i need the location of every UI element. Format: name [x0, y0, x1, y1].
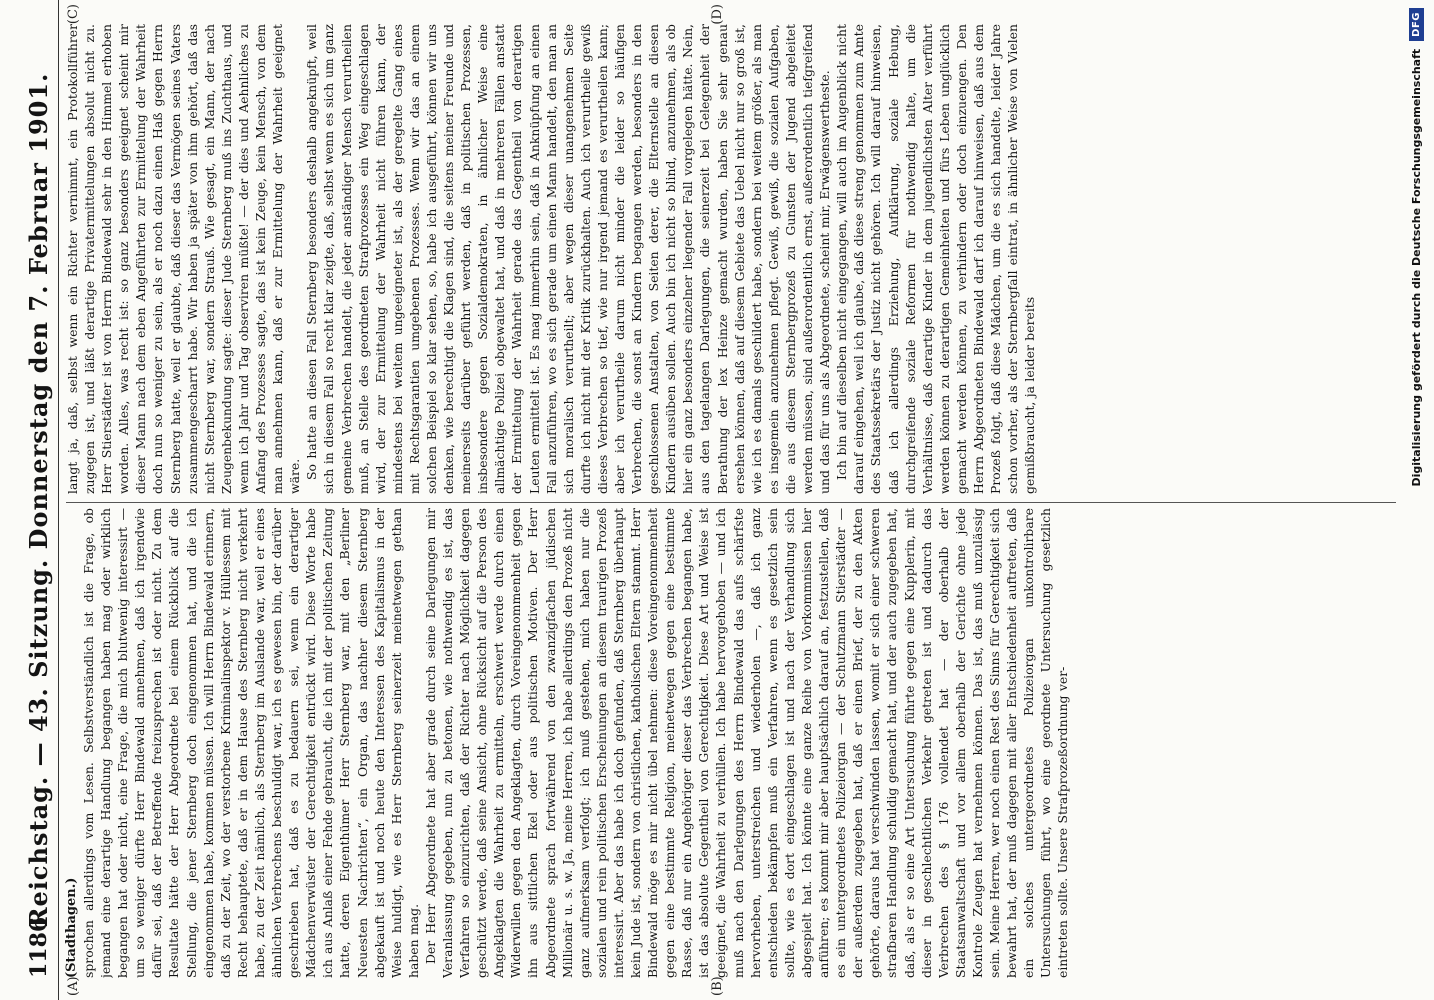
- column-divider: [66, 502, 1396, 503]
- speaker-tag: (Stadthagen.): [64, 877, 79, 978]
- running-head: Reichstag. — 43. Sitzung. Donnerstag den 7. Februar 1901.: [24, 72, 53, 928]
- paragraph: Ich bin auf dieselben nicht eingegangen, will auch im Augenblick nicht darauf eingehen, weil ich glaube, daß diese streng genommen zum Amte des Staatssekretärs der Justiz nicht gehören. Ich will darauf hinweisen, daß ich allerdings Erziehung, Aufklärung, soziale Hebung, durchgreifende soziale Reformen für nothwendig halte, um die Verhältnisse, daß derartige Kinder in dem jugendlichsten Alter verführt werden können zu derartigen Gemeinheiten und fürs Leben unglücklich gemacht werden können, zu verhindern oder doch einzuengen. Den Herrn Abgeordneten Bindewald darf ich darauf hinweisen, daß aus dem Prozeß folgt, daß diese Mädchen, um die es sich handelte, leider Jahre schon vorher, als der Sternbergfall eintrat, in ähnlicher Weise von Vielen gemißbraucht, ja leider bereits: [834, 24, 1038, 494]
- credit-text: Digitalisierung gefördert durch die Deutsche Forschungsgemeinschaft: [1409, 48, 1423, 487]
- column-mark-d: (D): [710, 4, 725, 25]
- dfg-logo: DFG: [1409, 8, 1424, 41]
- page-number: 1186: [26, 916, 52, 978]
- page-header: [18, 0, 59, 1000]
- paragraph: langt ja, daß, selbst wenn ein Richter vernimmt, ein Protokollführer zugegen ist, und läßt derartige Privatermittelungen absolut nicht zu. Herr Stierstädter ist von Herrn Bindewald sehr in den Himmel erhoben worden. Alles, was recht ist: so ganz besonders geeignet scheint mir dieser Mann nach dem eben Angeführten zur Ermittelung der Wahrheit doch nun so weniger zu sein, als er noch dazu einen Haß gegen Herrn Sternberg hatte, weil er glaubte, daß dieser das Vermögen seines Vaters zusammengescharrt habe. Wir haben ja später von ihm gehört, daß das nicht Sternberg war, sondern Strauß. Wie gesagt, ein Mann, der nach Zeugenbekundung sagte: dieser Jude Sternberg muß ins Zuchthaus, und wenn ich Jahr und Tag observiren müßte! — der dies und Aehnliches zu Anfang des Prozesses sagte, das ist kein Zeuge, kein Mensch, von dem man annehmen kann, daß er zur Ermittelung der Wahrheit geeignet wäre.: [65, 24, 303, 494]
- rotated-page-content: [18, 0, 1418, 1000]
- right-column: [64, 24, 1400, 494]
- column-mark-a: (A): [66, 976, 81, 996]
- paragraph: sprochen allerdings vom Lesen. Selbstverständlich ist die Frage, ob jemand eine derartige Handlung begangen haben mag oder wirklich begangen hat oder nicht, eine Frage, die mich blutwenig interessirt — um so weniger dürfte Herr Bindewald annehmen, daß ich irgendwie dafür sei, daß der Betreffende freizusprechen ist oder nicht. Zu dem Resultate hätte der Herr Abgeordnete bei einem Rückblick auf die Stellung, die jener Sternberg doch eingenommen hat, und die ich eingenommen habe, kommen müssen. Ich will Herrn Bindewald erinnern, daß zu der Zeit, wo der verstorbene Kriminalinspektor v. Hüllessem mit Recht behauptete, daß er in dem Hause des Sternberg nicht verkehrt habe, zu der Zeit nämlich, als Sternberg im Auslande war, weil er eines ähnlichen Verbrechens beschuldigt war, ich es gewesen bin, der darüber geschrieben hat, daß es zu bedauern sei, wenn ein derartiger Mädchenverwüster der Gerechtigkeit entrückt wird. Diese Worte habe ich aus Anlaß einer Fehde gebraucht, die ich mit der politischen Zeitung hatte, deren Eigenthümer Herr Sternberg war, mit den „Berliner Neuesten Nachrichten“, ein Organ, das nachher diesem Sternberg abgekauft ist und noch heute den Interessen des Kapitalismus in der Weise huldigt, wie es Herr Sternberg seinerzeit meinetwegen gethan haben mag.: [81, 508, 421, 978]
- column-mark-c: (C): [66, 4, 81, 25]
- left-column: [64, 508, 1400, 978]
- digitization-credit: [1404, 8, 1428, 992]
- paragraph: Der Herr Abgeordnete hat aber grade durch seine Darlegungen mir Veranlassung gegeben, nun zu betonen, wie nothwendig es ist, das Verfahren so einzurichten, daß der Richter nach Möglichkeit dagegen geschützt werde, daß seine Ansicht, ohne Rücksicht auf die Person des Angeklagten die Wahrheit zu ermitteln, erschwert werde durch einen Widerwillen gegen den Angeklagten, durch Voreingenommenheit gegen ihn aus sittlichen Ekel oder aus politischen Motiven. Der Herr Abgeordnete sprach fortwährend von den zwanzigfachen jüdischen Millionär u. s. w. Ja, meine Herren, ich habe allerdings den Prozeß nicht ganz aufmerksam verfolgt; ich muß gestehen, mich haben nur die sozialen und rein politischen Erscheinungen an diesem traurigen Prozeß interessirt. Aber das habe ich doch gefunden, daß Sternberg überhaupt kein Jude ist, sondern von christlichen, katholischen Eltern stammt. Herr Bindewald möge es mir nicht übel nehmen: diese Voreingenommenheit gegen eine bestimmte Religion, meinetwegen gegen eine bestimmte Rasse, daß nur ein Angehöriger dieser das Verbrechen begangen habe, ist das absolute Gegentheil von Gerechtigkeit. Diese Art und Weise ist geeignet, die Wahrheit zu verhüllen. Ich habe hervorgehoben — und ich muß nach den Darlegungen des Herrn Bindewald das aufs schärfste hervorheben, unterstreichen und wiederholen —, daß ich ganz entschieden bekämpfen muß ein Verfahren, wenn es gesetzlich sein sollte, wie es dort eingeschlagen ist und nach der Verhandlung sich abgespielt hat. Ich könnte eine ganze Reihe von Vorkommnissen hier anführen; es kommt mir aber hauptsächlich darauf an, festzustellen, daß es ein untergeordnetes Polizeiorgan — der Schutzmann Stierstädter — der außerdem zugegeben hat, daß er einen Brief, der zu den Akten gehörte, daraus hat verschwinden lassen, womit er sich einer schweren strafbaren Handlung schuldig gemacht hat, und der auch zugegeben hat, daß, als er so eine Art Untersuchung führte gegen eine Kupplerin, mit dieser in geschlechtlichen Verkehr getreten ist und dadurch das Verbrechen des § 176 vollendet hat — der oberhalb der Staatsanwaltschaft und vor allem oberhalb der Gerichte ohne jede Kontrole Zeugen hat vernehmen können. Das ist, das muß unzulässig sein. Meine Herren, wer noch einen Rest des Sinns für Gerechtigkeit sich bewahrt hat, der muß dagegen mit aller Entschiedenheit auftreten, daß ein solches untergeordnetes Polizeiorgan unkontrolirbare Untersuchungen führt, wo eine geordnete Untersuchung gesetzlich eintreten sollte. Unsere Strafprozeßordnung ver-: [422, 508, 1071, 978]
- paragraph: So hatte an diesen Fall Sternberg besonders deshalb angeknüpft, weil sich in diesem Fall so recht klar zeigte, daß, selbst wenn es sich um ganz gemeine Verbrechen handelt, die jeder anständiger Mensch verurtheilen muß, an Stelle des geordneten Strafprozesses ein Weg eingeschlagen wird, der zur Ermittelung der Wahrheit nicht führen kann, der mindestens bei weitem ungeeigneter ist, als der geregelte Gang eines mit Rechtsgarantien umgebenen Prozesses. Wenn wir das an einem solchen Beispiel so klar sehen, so, habe ich ausgeführt, können wir uns denken, wie berechtigt die Klagen sind, die seitens meiner Freunde und meinerseits darüber geführt werden, daß in politischen Prozessen, insbesondere gegen Sozialdemokraten, in ähnlicher Weise eine allmächtige Polizei obgewaltet hat, und daß in mehreren Fällen anstatt der Ermittelung der Wahrheit gerade das Gegentheil von derartigen Leuten ermittelt ist. Es mag immerhin sein, daß in Anknüpfung an einen Fall anzuführen, wo es sich gerade um einen Mann handelt, den man an sich moralisch verurtheilt; aber wegen dieser unangenehmen Seite durfte ich nicht mit der Kritik zurückhalten. Auch ich verurtheile gewiß dieses Verbrechen so tief, wie nur irgend jemand es verurtheilen kann; aber ich verurtheile darum nicht minder die leider so häufigen Verbrechen, die sonst an Kindern begangen werden, besonders in den geschlossenen Anstalten, von Seiten derer, die Elternstelle an diesen Kindern ausüben sollen. Auch bin ich nicht so blind, anzunehmen, als ob hier ein ganz besonders einzelner liegender Fall vorgelegen hätte. Nein, aus den tagelangen Darlegungen, die seinerzeit bei Gelegenheit der Berathung der lex Heinze gemacht wurden, haben Sie sehr genau ersehen können, daß auf diesem Gebiete das Uebel nicht nur so groß ist, wie ich es damals geschildert habe, sondern bei weitem größer, als man es insgemein anzunehmen pflegt. Gewiß, gewiß, die sozialen Aufgaben, die aus diesem Sternbergprozeß zu Gunsten der Jugend abgeleitet werden müssen, sind außerordentlich ernst, außerordentlich tiefgreifend und das für uns als Abgeordnete, scheint mir, Erwägenswertheste.: [304, 24, 833, 494]
- column-mark-b: (B): [710, 976, 725, 996]
